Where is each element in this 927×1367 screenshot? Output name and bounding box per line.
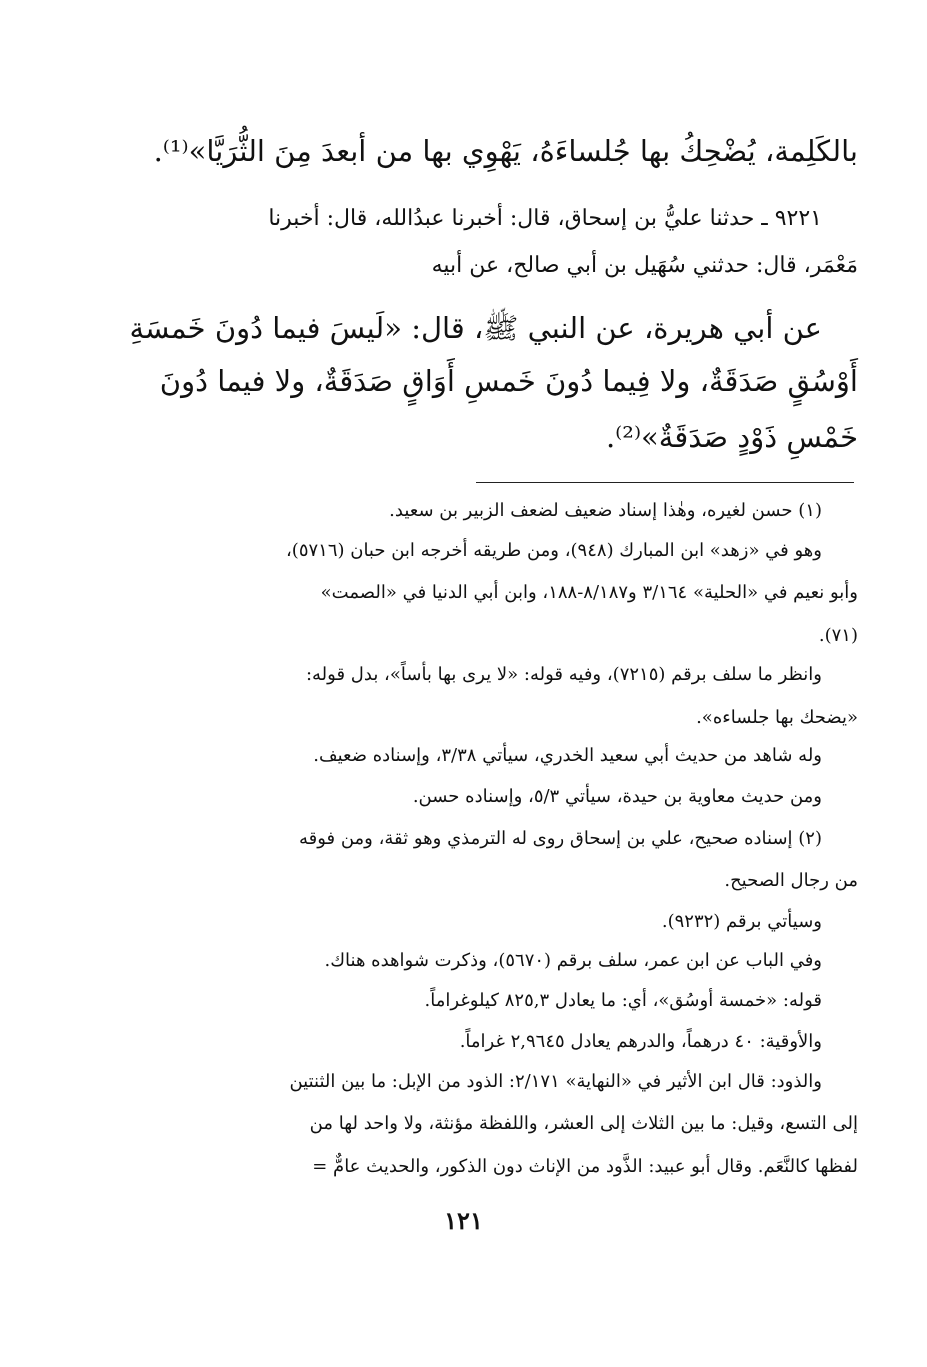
footnote-1-line-2: وهو في «زهد» ابن المبارك (٩٤٨)، ومن طريقه أخرجه ابن حبان (٥٧١٦)،: [285, 540, 822, 561]
footnote-1-line-8: ومن حديث معاوية بن حيدة، سيأتي ٥/٣، وإسناده حسن.: [412, 786, 822, 807]
footnote-1-line-1: (١) حسن لغيره، وهٰذا إسناد ضعيف لضعف الزبير بن سعيد.: [389, 500, 822, 521]
footnote-2-line-2: من رجال الصحيح.: [724, 870, 858, 891]
hadith-matn-line-3: خَمْسِ ذَوْدٍ صَدَقَةٌ»⁽²⁾.: [605, 420, 858, 454]
footnote-1-line-6: «يضحك بها جلساءه».: [696, 707, 858, 728]
hadith-matn-line-1: عن أبي هريرة، عن النبي ﷺ، قال: «لَيسَ فيما دُونَ خَمسَةِ: [129, 311, 822, 345]
hadith-matn-line-2: أَوْسُقٍ صَدَقَةٌ، ولا فِيما دُونَ خَمسِ أَوَاقٍ صَدَقَةٌ، ولا فيما دُونَ: [159, 364, 858, 398]
footnote-1-line-4: (٧١).: [818, 625, 858, 646]
main-text-line-1: بالكَلِمة، يُضْحِكُ بها جُلساءَهُ، يَهْوِي بها من أبعدَ مِنَ الثُّرَيَّا»⁽¹⁾.: [153, 134, 858, 168]
footnote-2-line-3: وسيأتي برقم (٩٢٣٢).: [661, 911, 822, 932]
footnote-2-line-6: والأوقية: ٤٠ درهماً، والدرهم يعادل ٢,٩٦٤٥ غراماً.: [459, 1031, 822, 1052]
footnote-2-line-5: قوله: «خمسة أوسُق»، أي: ما يعادل ٨٢٥,٣ كيلوغراماً.: [424, 990, 822, 1011]
footnote-1-line-7: وله شاهد من حديث أبي سعيد الخدري، سيأتي ٣/٣٨، وإسناده ضعيف.: [313, 745, 822, 766]
hadith-isnad-line-2: مَعْمَر، قال: حدثني سُهَيل بن أبي صالح، عن أبيه: [431, 253, 858, 278]
footnote-2-line-1: (٢) إسناده صحيح، علي بن إسحاق روى له الترمذي وهو ثقة، ومن فوقه: [298, 828, 822, 849]
footnote-2-line-9: لفظها كالنَّعَم. وقال أبو عبيد: الذَّود من الإناث دون الذكور، والحديث عامٌّ =: [312, 1156, 858, 1177]
footnote-1-line-5: وانظر ما سلف برقم (٧٢١٥)، وفيه قوله: «لا يرى بها بأساً»، بدل قوله:: [305, 664, 822, 685]
page-number: ١٢١: [444, 1206, 483, 1235]
footnote-2-line-7: والذود: قال ابن الأثير في «النهاية» ٢/١٧١: الذود من الإبل: ما بين الثنتين: [289, 1071, 822, 1092]
hadith-isnad-line-1: ٩٢٢١ ـ حدثنا عليُّ بن إسحاق، قال: أخبرنا عبدُالله، قال: أخبرنا: [268, 206, 822, 231]
footnote-2-line-4: وفي الباب عن ابن عمر، سلف برقم (٥٦٧٠)، وذكرت شواهده هناك.: [324, 950, 822, 971]
footnote-separator: [476, 482, 854, 483]
footnote-2-line-8: إلى التسع، وقيل: ما بين الثلاث إلى العشر، واللفظة مؤنثة، ولا واحد لها من: [309, 1113, 858, 1134]
footnote-1-line-3: وأبو نعيم في «الحلية» ٣/١٦٤ و٨/١٨٧-١٨٨، وابن أبي الدنيا في «الصمت»: [320, 582, 858, 603]
